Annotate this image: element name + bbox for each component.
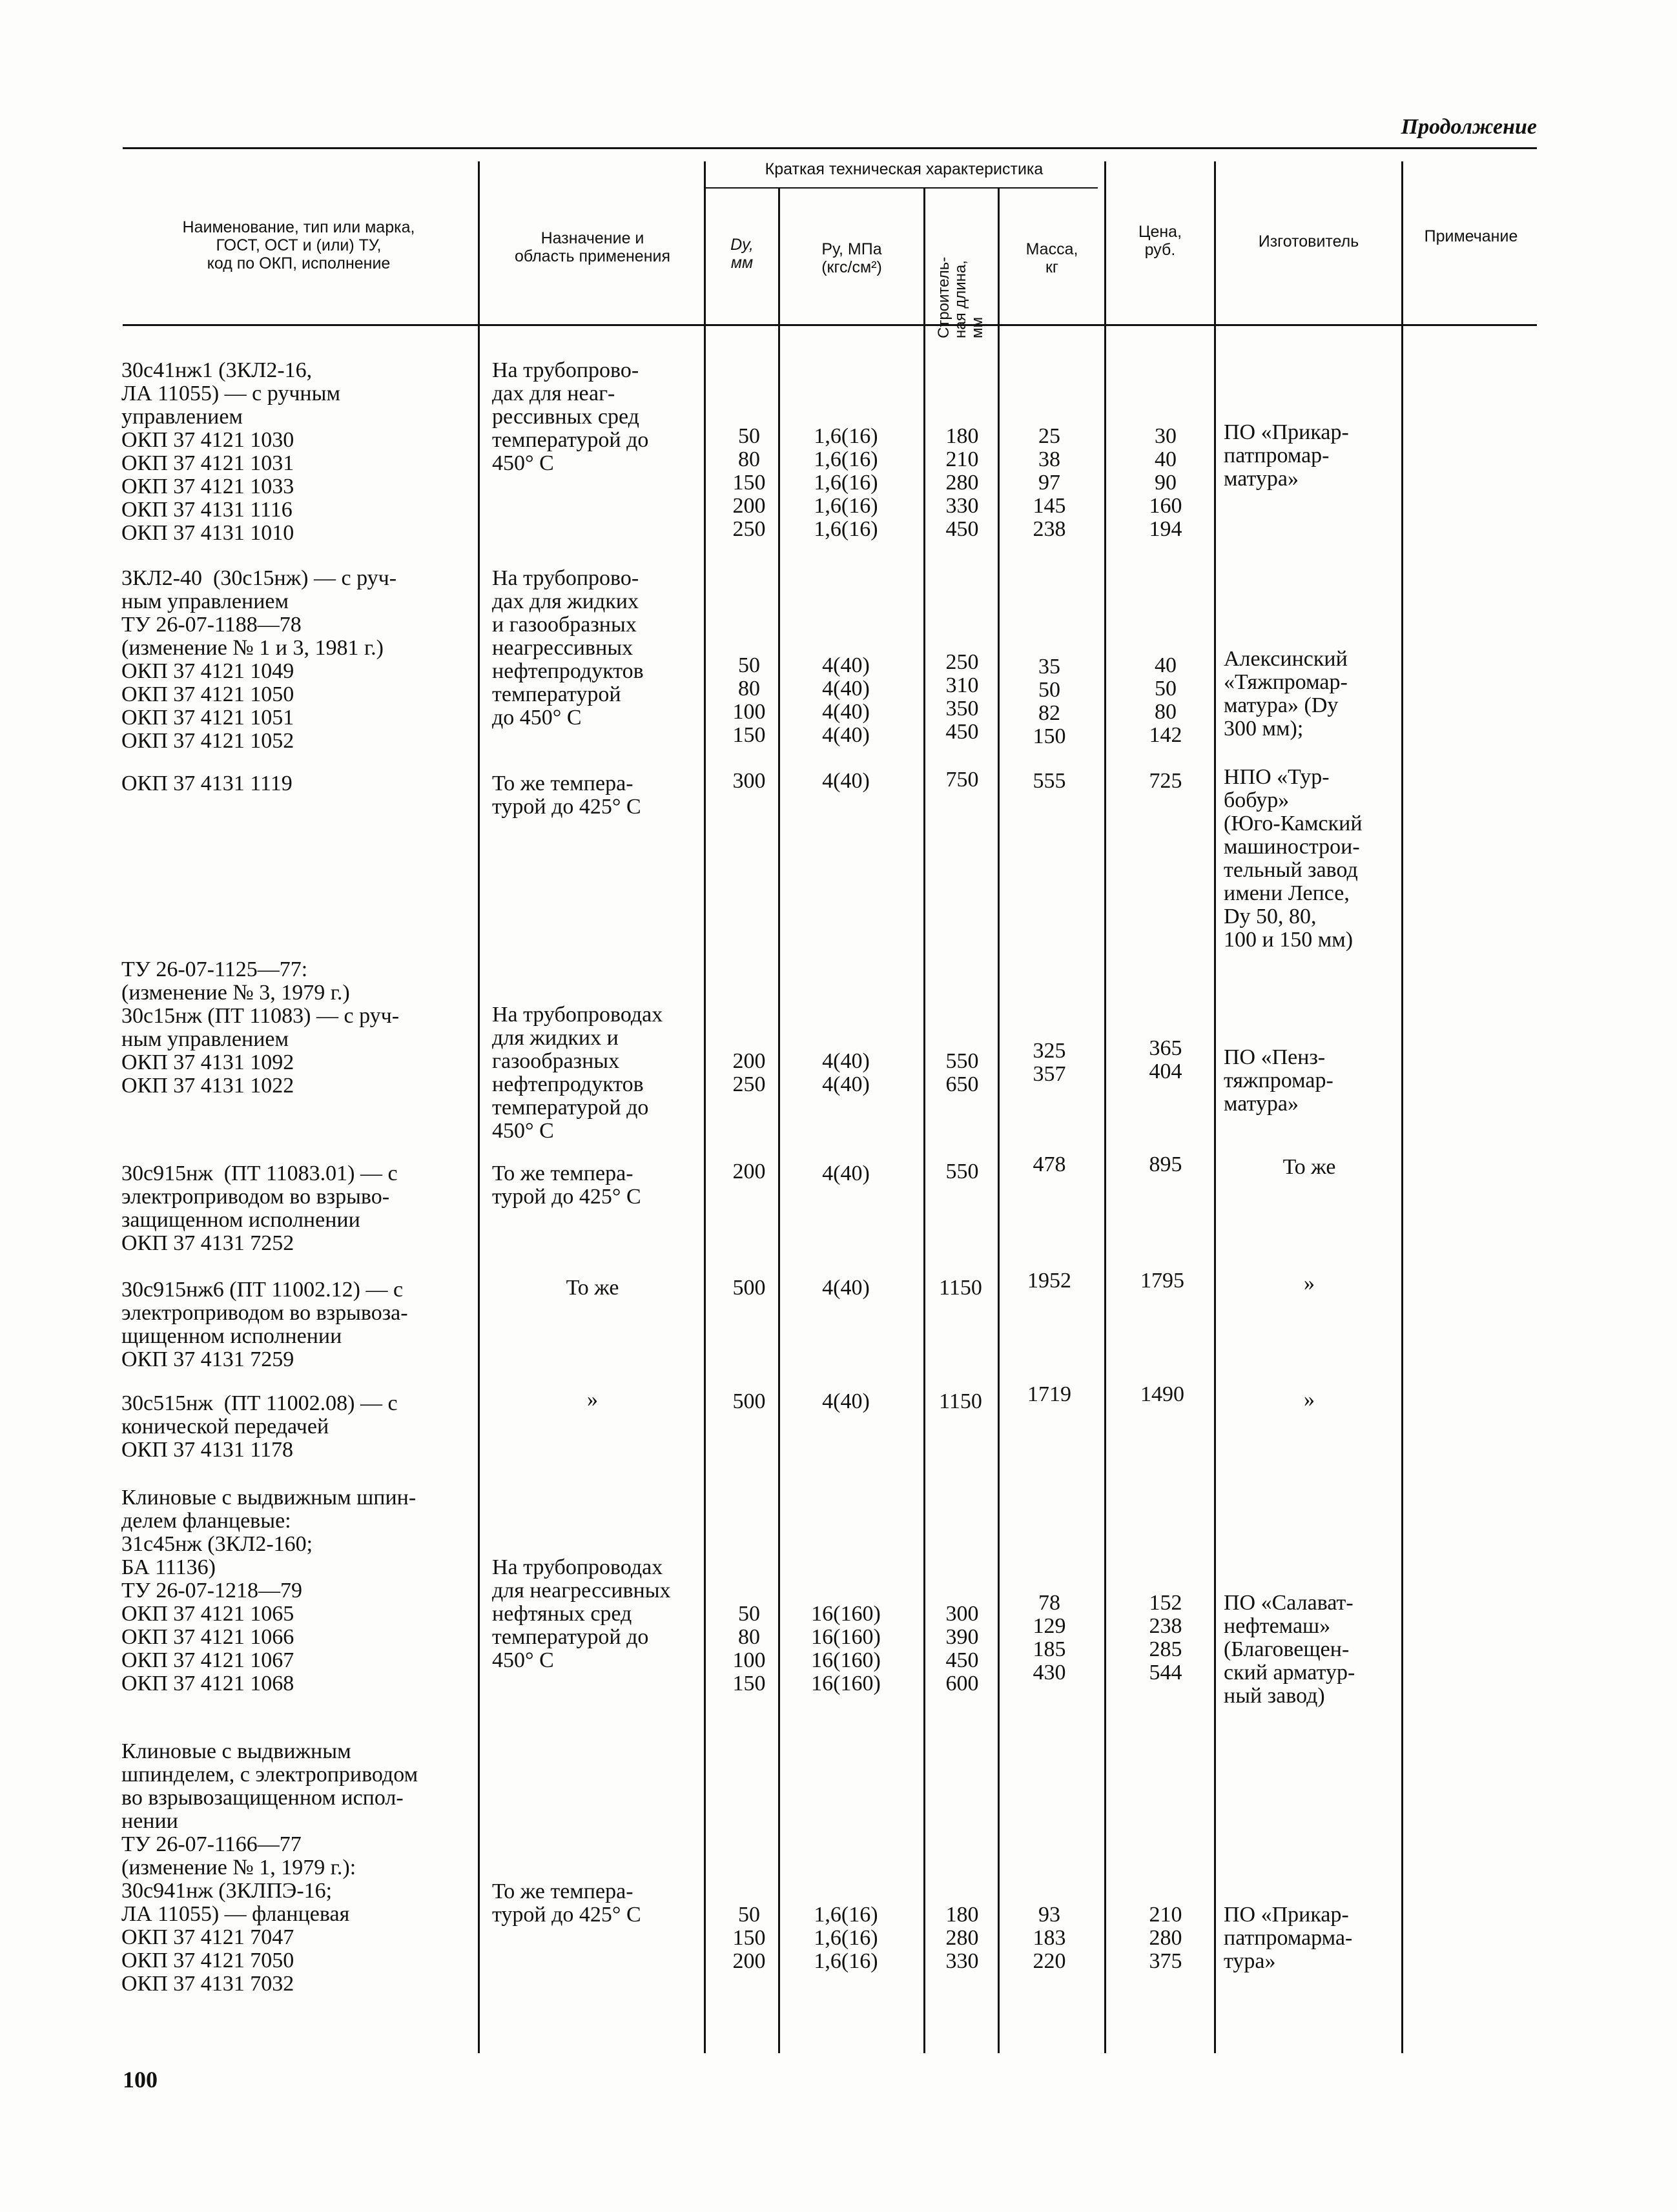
- table-top-rule: [123, 147, 1537, 149]
- row-8-purpose: На трубопроводах для неагрессивных нефтяных сред температурой до 450° С: [492, 1555, 671, 1672]
- header-maker: Изготовитель: [1258, 232, 1359, 251]
- row-3-dy: 300: [732, 769, 766, 793]
- group-header-rule: [704, 187, 1098, 189]
- row-1-price: 30 40 90 160 194: [1149, 424, 1182, 541]
- row-9-py: 1,6(16) 1,6(16) 1,6(16): [814, 1903, 878, 1973]
- row-8-maker: ПО «Салават- нефтемаш» (Благовещен- ский арматур- ный завод): [1224, 1591, 1355, 1708]
- row-3-maker: НПО «Тур- бобур» (Юго-Камский машинострои- тельный завод имени Лепсе, Dу 50, 80, 100 и 150 мм): [1224, 765, 1363, 952]
- row-7-dy: 500: [732, 1389, 766, 1413]
- row-9-mass: 93 183 220: [1033, 1903, 1066, 1973]
- row-2-purpose: На трубопрово- дах для жидких и газообразных неагрессивных нефтепродуктов температурой до 450° С: [492, 566, 644, 730]
- col-divider-8: [1401, 161, 1403, 2053]
- row-3-mass: 555: [1033, 769, 1066, 793]
- row-6-maker: »: [1304, 1271, 1315, 1295]
- row-4-purpose: На трубопроводах для жидких и газообразных нефтепродуктов температурой до 450° С: [492, 1003, 663, 1143]
- row-5-price: 895: [1149, 1152, 1182, 1176]
- row-8-mass: 78 129 185 430: [1033, 1591, 1066, 1685]
- col-divider-1: [478, 161, 480, 2053]
- col-divider-5: [998, 189, 1000, 2053]
- row-4-price: 365 404: [1149, 1036, 1182, 1083]
- row-9-purpose: То же темпера- турой до 425° С: [492, 1879, 641, 1927]
- row-6-mass: 1952: [1027, 1269, 1071, 1293]
- row-3-price: 725: [1149, 769, 1182, 793]
- row-6-py: 4(40): [822, 1276, 870, 1300]
- row-2-dy: 50 80 100 150: [732, 653, 766, 747]
- row-4-py: 4(40) 4(40): [822, 1049, 870, 1096]
- row-7-price: 1490: [1140, 1382, 1184, 1406]
- row-2-maker: Алексинский «Тяжпромар- матура» (Dу 300 мм);: [1224, 647, 1348, 741]
- row-1-maker: ПО «Прикар- патпромар- матура»: [1224, 420, 1349, 491]
- row-6-length: 1150: [939, 1276, 982, 1300]
- row-2-price: 40 50 80 142: [1149, 653, 1182, 747]
- header-note: Примечание: [1424, 227, 1518, 245]
- row-6-purpose: То же: [566, 1276, 619, 1300]
- row-5-purpose: То же темпера- турой до 425° С: [492, 1162, 641, 1209]
- row-3-purpose: То же темпера- турой до 425° С: [492, 772, 641, 819]
- row-4-dy: 200 250: [732, 1049, 766, 1096]
- row-2-name: 3КЛ2-40 (30с15нж) — с руч- ным управлением ТУ 26-07-1188—78 (изменение № 1 и 3, 1981 г.) ОКП 37 4121 1049 ОКП 37 4121 1050 ОКП 37 4121 1051 ОКП 37 4121 1052: [121, 566, 397, 753]
- row-6-price: 1795: [1140, 1269, 1184, 1293]
- row-8-name: Клиновые с выдвижным шпин- делем фланцевые: 31с45нж (3КЛ2-160; БА 11136) ТУ 26-07-1218—79 ОКП 37 4121 1065 ОКП 37 4121 1066 ОКП 37 4121 1067 ОКП 37 4121 1068: [121, 1486, 417, 1695]
- row-7-length: 1150: [939, 1389, 982, 1413]
- row-5-py: 4(40): [822, 1162, 870, 1185]
- row-9-name: Клиновые с выдвижным шпинделем, с электроприводом во взрывозащищенном испол- нении ТУ 26-07-1166—77 (изменение № 1, 1979 г.): 30с941нж (3КЛПЭ-16; ЛА 11055) — фланцевая ОКП 37 4121 7047 ОКП 37 4121 7050 ОКП 37 4131 7032: [121, 1739, 418, 1996]
- row-1-py: 1,6(16) 1,6(16) 1,6(16) 1,6(16) 1,6(16): [814, 424, 878, 541]
- row-3-name: ОКП 37 4131 1119: [121, 772, 293, 795]
- row-4-name: ТУ 26-07-1125—77: (изменение № 3, 1979 г.) 30с15нж (ПТ 11083) — с руч- ным управлением ОКП 37 4131 1092 ОКП 37 4131 1022: [121, 958, 400, 1098]
- col-divider-4: [923, 189, 925, 2053]
- row-7-name: 30с515нж (ПТ 11002.08) — с конической передачей ОКП 37 4131 1178: [121, 1391, 398, 1462]
- row-1-dy: 50 80 150 200 250: [732, 424, 766, 541]
- row-3-length: 750: [945, 768, 979, 792]
- header-mass: Масса, кг: [1025, 240, 1078, 276]
- row-1-mass: 25 38 97 145 238: [1033, 424, 1066, 541]
- row-8-py: 16(160) 16(160) 16(160) 16(160): [811, 1602, 881, 1695]
- row-5-mass: 478: [1033, 1152, 1066, 1176]
- row-9-maker: ПО «Прикар- патпромарма- тура»: [1224, 1903, 1353, 1973]
- row-5-length: 550: [945, 1160, 979, 1183]
- row-5-name: 30с915нж (ПТ 11083.01) — с электроприводом во взрыво- защищенном исполнении ОКП 37 4131 7252: [121, 1162, 398, 1255]
- row-9-length: 180 280 330: [945, 1903, 979, 1973]
- row-1-name: 30с41нж1 (3КЛ2-16, ЛА 11055) — с ручным управлением ОКП 37 4121 1030 ОКП 37 4121 1031 ОКП 37 4121 1033 ОКП 37 4131 1116 ОКП 37 4131 1010: [121, 358, 340, 545]
- row-1-purpose: На трубопрово- дах для неаг- рессивных сред температурой до 450° С: [492, 358, 649, 475]
- row-7-py: 4(40): [822, 1389, 870, 1413]
- col-divider-2: [704, 161, 706, 2053]
- header-price: Цена, руб.: [1138, 223, 1182, 259]
- header-name: Наименование, тип или марка, ГОСТ, ОСТ и (или) ТУ, код по ОКП, исполнение: [182, 218, 415, 272]
- row-9-dy: 50 150 200: [732, 1903, 766, 1973]
- row-6-name: 30с915нж6 (ПТ 11002.12) — с электроприводом во взрывоза- щищенном исполнении ОКП 37 4131 7259: [121, 1278, 408, 1371]
- header-bottom-rule: [123, 324, 1537, 326]
- row-4-length: 550 650: [945, 1049, 979, 1096]
- row-2-mass: 35 50 82 150: [1033, 655, 1066, 748]
- row-7-maker: »: [1304, 1388, 1315, 1411]
- page-number: 100: [123, 2067, 158, 2093]
- row-9-price: 210 280 375: [1149, 1903, 1182, 1973]
- row-4-maker: ПО «Пенз- тяжпромар- матура»: [1224, 1045, 1333, 1116]
- row-2-py: 4(40) 4(40) 4(40) 4(40): [822, 653, 870, 747]
- continuation-label: Продолжение: [1401, 115, 1537, 139]
- row-4-mass: 325 357: [1033, 1039, 1066, 1086]
- header-length: Строитель- ная длина, мм: [935, 256, 986, 338]
- row-8-price: 152 238 285 544: [1149, 1591, 1182, 1685]
- header-purpose: Назначение и область применения: [514, 229, 671, 265]
- header-dy: Dу, мм: [730, 236, 754, 272]
- header-py: Pу, МПа (кгс/см²): [821, 240, 882, 276]
- col-divider-7: [1214, 161, 1216, 2053]
- header-tech-group: Краткая техническая характеристика: [765, 160, 1044, 178]
- row-7-mass: 1719: [1027, 1382, 1071, 1406]
- row-6-dy: 500: [732, 1276, 766, 1300]
- row-2-length: 250 310 350 450: [945, 650, 979, 744]
- row-3-py: 4(40): [822, 769, 870, 793]
- row-8-dy: 50 80 100 150: [732, 1602, 766, 1695]
- row-8-length: 300 390 450 600: [945, 1602, 979, 1695]
- col-divider-6: [1104, 161, 1106, 2053]
- row-1-length: 180 210 280 330 450: [945, 424, 979, 541]
- row-5-dy: 200: [732, 1160, 766, 1183]
- row-7-purpose: »: [587, 1388, 598, 1411]
- row-5-maker: То же: [1282, 1155, 1336, 1179]
